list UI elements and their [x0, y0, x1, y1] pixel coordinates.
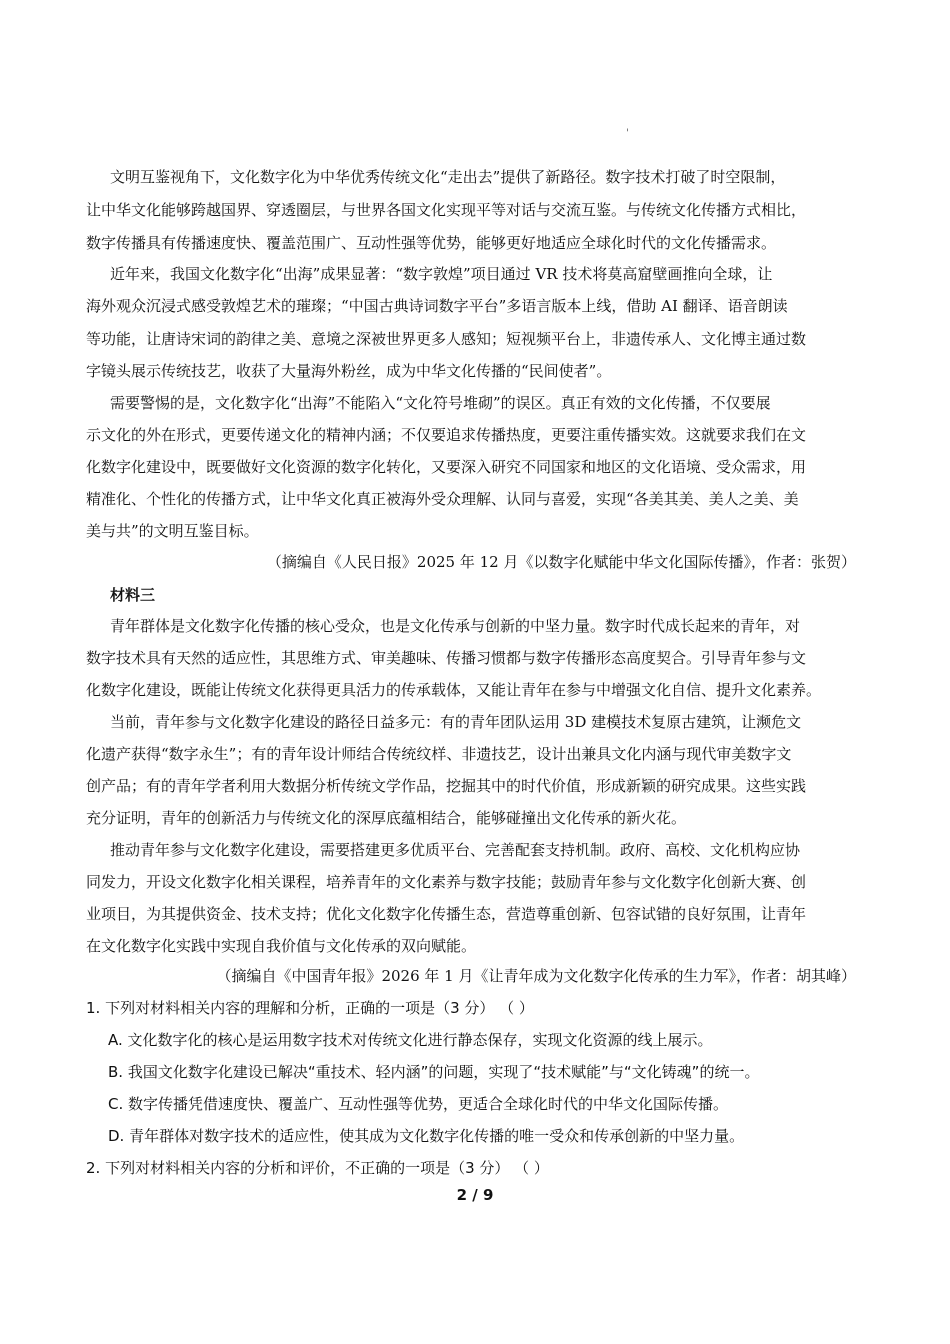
question-1-option-d: D. 青年群体对数字技术的适应性，使其成为文化数字化传播的唯一受众和传承创新的中坚力量。: [108, 1127, 745, 1145]
m3-p3-line-3: 业项目，为其提供资金、技术支持；优化文化数字化传播生态，营造尊重创新、包容试错的良好氛围，让青年: [86, 905, 807, 923]
m2-p2-line-4: 字镜头展示传统技艺，收获了大量海外粉丝，成为中华文化传播的“民间使者”。: [86, 362, 612, 380]
stray-mark: ': [626, 128, 629, 139]
m2-p3-line-1: 需要警惕的是，文化数字化“出海”不能陷入“文化符号堆砌”的误区。真正有效的文化传播，不仅要展: [110, 394, 771, 412]
m3-p3-line-1: 推动青年参与文化数字化建设，需要搭建更多优质平台、完善配套支持机制。政府、高校、文化机构应协: [110, 841, 801, 859]
m3-p1-line-3: 化数字化建设，既能让传统文化获得更具活力的传承载体，又能让青年在参与中增强文化自信、提升文化素养。: [86, 681, 822, 699]
question-1-stem: 1. 下列对材料相关内容的理解和分析，正确的一项是（3 分） （ ）: [86, 999, 534, 1017]
m3-p1-line-1: 青年群体是文化数字化传播的核心受众，也是文化传承与创新的中坚力量。数字时代成长起来的青年，对: [110, 617, 801, 635]
m3-p3-line-4: 在文化数字化实践中实现自我价值与文化传承的双向赋能。: [86, 937, 477, 955]
m2-p3-line-2: 示文化的外在形式，更要传递文化的精神内涵；不仅要追求传播热度，更要注重传播实效。这就要求我们在文: [86, 426, 807, 444]
m2-p3-line-4: 精准化、个性化的传播方式，让中华文化真正被海外受众理解、认同与喜爱，实现“各美其美、美人之美、美: [86, 490, 799, 508]
m2-p2-line-3: 等功能，让唐诗宋词的韵律之美、意境之深被世界更多人感知；短视频平台上，非遗传承人、文化博主通过数: [86, 330, 807, 348]
m2-p1-line-2: 让中华文化能够跨越国界、穿透圈层，与世界各国文化实现平等对话与交流互鉴。与传统文化传播方式相比，: [86, 201, 807, 219]
m3-p3-line-2: 同发力，开设文化数字化相关课程，培养青年的文化素养与数字技能；鼓励青年参与文化数字化创新大赛、创: [86, 873, 807, 891]
question-2-stem: 2. 下列对材料相关内容的分析和评价，不正确的一项是（3 分） （ ）: [86, 1159, 549, 1177]
m2-p2-line-1: 近年来，我国文化数字化“出海”成果显著：“数字敦煌”项目通过 VR 技术将莫高窟壁画推向全球，让: [110, 265, 773, 283]
m3-p2-line-4: 充分证明，青年的创新活力与传统文化的深厚底蕴相结合，能够碰撞出文化传承的新火花。: [86, 809, 687, 827]
m3-p2-line-3: 创产品；有的青年学者利用大数据分析传统文学作品，挖掘其中的时代价值，形成新颖的研究成果。这些实践: [86, 777, 807, 795]
m2-p3-line-3: 化数字化建设中，既要做好文化资源的数字化转化，又要深入研究不同国家和地区的文化语境、受众需求，用: [86, 458, 807, 476]
m2-p3-line-5: 美与共”的文明互鉴目标。: [86, 522, 259, 540]
page-number: 2 / 9: [456, 1186, 494, 1204]
material3-source: （摘编自《中国青年报》2026 年 1 月《让青年成为文化数字化传承的生力军》，作者：胡其峰）: [216, 967, 856, 985]
material2-source: （摘编自《人民日报》2025 年 12 月《以数字化赋能中华文化国际传播》，作者：张贺）: [266, 553, 856, 571]
m2-p1-line-1: 文明互鉴视角下，文化数字化为中华优秀传统文化“走出去”提供了新路径。数字技术打破了时空限制，: [110, 168, 786, 186]
question-1-option-b: B. 我国文化数字化建设已解决“重技术、轻内涵”的问题，实现了“技术赋能”与“文化铸魂”的统一。: [108, 1063, 760, 1081]
question-1-option-a: A. 文化数字化的核心是运用数字技术对传统文化进行静态保存，实现文化资源的线上展示。: [108, 1031, 713, 1049]
m2-p2-line-2: 海外观众沉浸式感受敦煌艺术的璀璨；“中国古典诗词数字平台”多语言版本上线，借助 AI 翻译、语音朗读: [86, 297, 788, 315]
m3-p1-line-2: 数字技术具有天然的适应性，其思维方式、审美趣味、传播习惯都与数字传播形态高度契合。引导青年参与文: [86, 649, 807, 667]
material3-heading: 材料三: [110, 586, 156, 604]
m3-p2-line-1: 当前，青年参与文化数字化建设的路径日益多元：有的青年团队运用 3D 建模技术复原古建筑，让濒危文: [110, 713, 802, 731]
question-1-option-c: C. 数字传播凭借速度快、覆盖广、互动性强等优势，更适合全球化时代的中华文化国际传播。: [108, 1095, 729, 1113]
m3-p2-line-2: 化遗产获得“数字永生”；有的青年设计师结合传统纹样、非遗技艺，设计出兼具文化内涵与现代审美数字文: [86, 745, 792, 763]
m2-p1-line-3: 数字传播具有传播速度快、覆盖范围广、互动性强等优势，能够更好地适应全球化时代的文化传播需求。: [86, 234, 777, 252]
